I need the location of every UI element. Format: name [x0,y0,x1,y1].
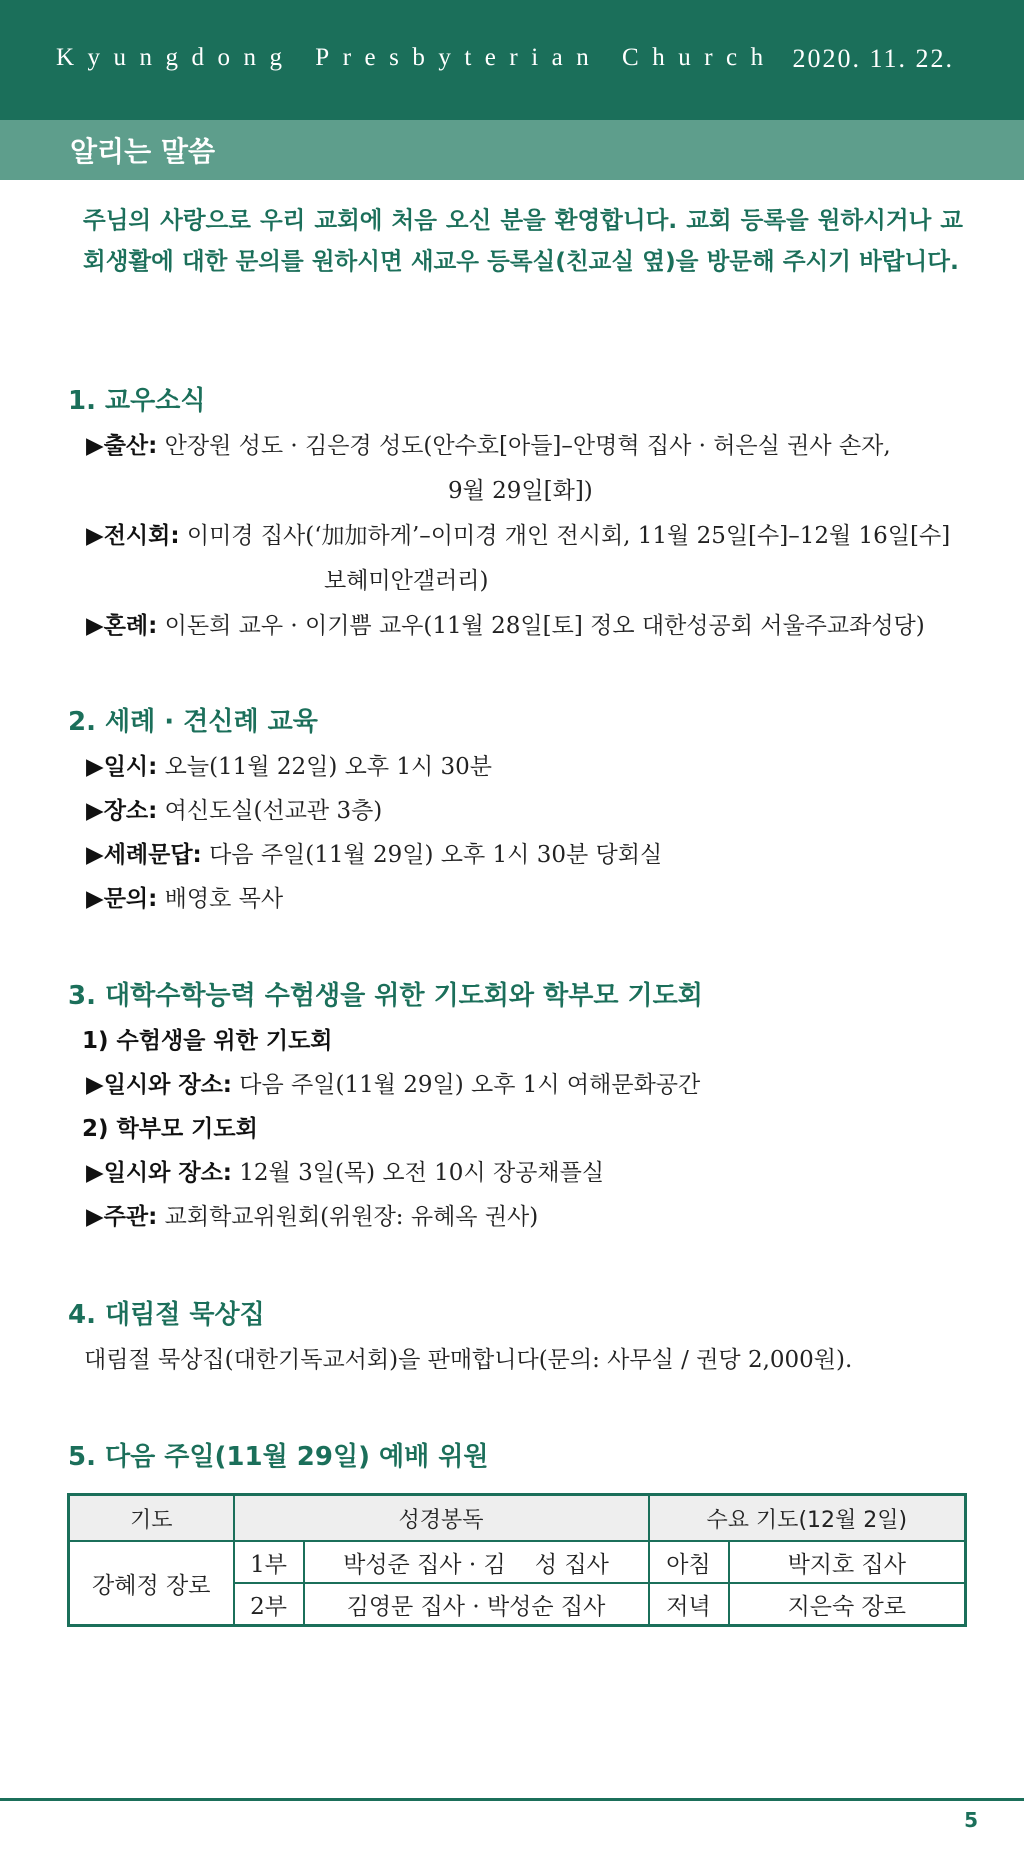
birth-text: 안장원 성도 · 김은경 성도(안수호[아들]–안명혁 집사 · 허은실 권사 손자, [157,433,891,459]
exam-prayer-time-text: 다음 주일(11월 29일) 오후 1시 여해문화공간 [231,1072,701,1098]
birth-news-cont: 9월 29일[화]) [448,478,593,504]
baptism-time-label: ▶일시: [86,754,158,780]
service-cell: 2부 [234,1583,304,1626]
wedding-text: 이돈희 교우 · 이기쁨 교우(11월 28일[토] 정오 대한성공회 서울주교좌성당) [157,613,925,639]
exhibition-label: ▶전시회: [86,523,180,549]
baptism-contact-text: 배영호 목사 [157,886,284,912]
section-title: 알리는 말씀 [70,135,215,168]
header-prayer: 기도 [69,1495,234,1542]
church-name: Kyungdong Presbyterian Church [56,44,777,71]
baptism-interview-label: ▶세례문답: [86,842,202,868]
wed-leader-cell: 박지호 집사 [729,1541,966,1583]
bulletin-date: 2020. 11. 22. [792,44,954,73]
parent-prayer-host-text: 교회학교위원회(위원장: 유혜옥 권사) [157,1204,539,1230]
time-slot-cell: 아침 [649,1541,729,1583]
worship-staff-table [67,1493,967,1627]
birth-label: ▶출산: [86,433,158,459]
heading-worship-staff: 5. 다음 주일(11월 29일) 예배 위원 [68,1442,489,1472]
exhibition-text: 이미경 집사(‘加加하게’–이미경 개인 전시회, 11월 25일[수]–12월 16일[수] [179,523,951,549]
birth-news [86,427,891,460]
wedding-label: ▶혼례: [86,613,158,639]
parent-prayer-time-text: 12월 3일(목) 오전 10시 장공채플실 [231,1160,605,1186]
table-header-row [69,1495,966,1542]
heading-baptism-class: 2. 세례 · 견신례 교육 [68,707,318,737]
readers-cell: 김영문 집사 · 박성순 집사 [304,1583,649,1626]
welcome-message: 주님의 사랑으로 우리 교회에 처음 오신 분을 환영합니다. 교회 등록을 원하시거나 교회생활에 대한 문의를 원하시면 새교우 등록실(친교실 옆)을 방문해 주시기 바랍니다. [83,206,963,275]
baptism-contact-label: ▶문의: [86,886,158,912]
exam-prayer-time-label: ▶일시와 장소: [86,1072,232,1098]
heading-exam-prayer: 3. 대학수학능력 수험생을 위한 기도회와 학부모 기도회 [68,981,703,1011]
time-slot-cell: 저녁 [649,1583,729,1626]
exhibition-news [86,517,950,550]
page-number: 5 [964,1808,978,1832]
wedding-news [86,607,925,640]
baptism-place [86,792,382,825]
baptism-place-label: ▶장소: [86,798,158,824]
header-wednesday-prayer: 수요 기도(12월 2일) [649,1495,966,1542]
exam-prayer-subheading: 1) 수험생을 위한 기도회 [82,1028,333,1054]
parent-prayer-host [86,1198,538,1231]
header-reading: 성경봉독 [234,1495,649,1542]
baptism-time-text: 오늘(11월 22일) 오후 1시 30분 [157,754,493,780]
parent-prayer-host-label: ▶주관: [86,1204,158,1230]
footer-rule [0,1798,1024,1801]
baptism-place-text: 여신도실(선교관 3층) [157,798,383,824]
table-row [69,1541,966,1583]
heading-member-news: 1. 교우소식 [68,386,206,416]
parent-prayer-time [86,1154,604,1187]
exam-prayer-time [86,1066,700,1099]
readers-cell: 박성준 집사 · 김 성 집사 [304,1541,649,1583]
heading-advent-devotional: 4. 대림절 묵상집 [68,1300,265,1330]
service-cell: 1부 [234,1541,304,1583]
advent-devotional-text: 대림절 묵상집(대한기독교서회)을 판매합니다(문의: 사무실 / 권당 2,000원). [84,1347,853,1373]
parent-prayer-subheading: 2) 학부모 기도회 [82,1116,258,1142]
exhibition-news-cont: 보혜미안갤러리) [324,568,489,594]
parent-prayer-time-label: ▶일시와 장소: [86,1160,232,1186]
baptism-interview [86,836,662,869]
prayer-leader-cell: 강혜정 장로 [69,1541,234,1626]
baptism-time [86,748,492,781]
wed-leader-cell: 지은숙 장로 [729,1583,966,1626]
baptism-interview-text: 다음 주일(11월 29일) 오후 1시 30분 당회실 [201,842,663,868]
baptism-contact [86,880,283,913]
